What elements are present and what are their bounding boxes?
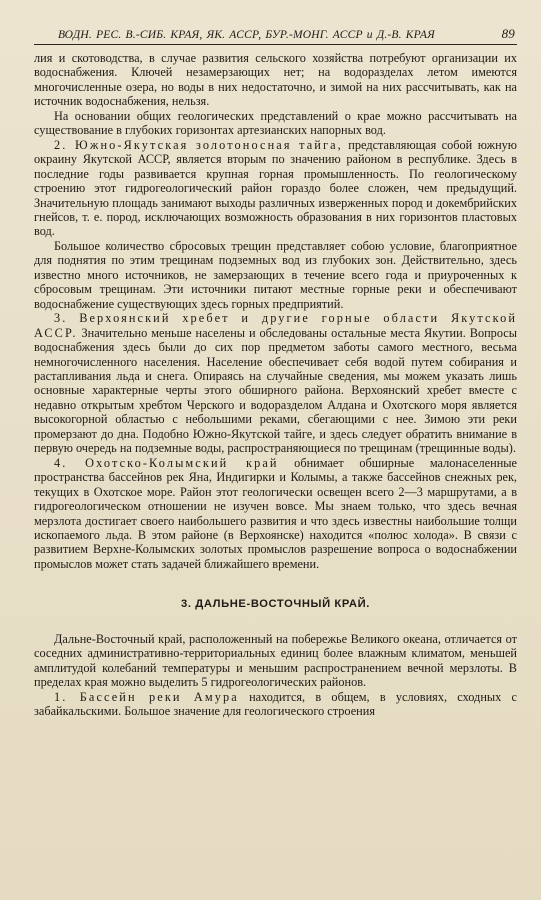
paragraph-region-1: 1. Бассейн реки Амура находится, в общем, в условиях, сходных с забайкальскими. Большое значение для геологического строения [34,689,518,719]
paragraph: лия и скотоводства, в случае развития сельского хозяйства потребуют организации их водоснабжения. Ключей незамерзающих нет; на водоразделах летом имеются многочисленные озера, но воды в них недостаточно, и зимой на них рассчитывать, как на источник водоснабжения, нельзя. [34,51,517,109]
paragraph-region-2: 2. Южно-Якутская золотоносная тайга, представляющая собой южную окраину Якутской АССР, является вторым по значению районом в республике. Здесь в последние годы развивается крупная горная промышленность. По геологическому строению этот гидрогеологический район гораздо более сложен, чем предыдущий. Значительную площадь занимают выходы различных изверженных пород и докембрийских гнейсов, т. е. пород, исключающих возможность образования в них горизонтов пластовых вод. [34,137,517,239]
page-number: 89 [501,26,515,41]
section-heading: 3. ДАЛЬНЕ-ВОСТОЧНЫЙ КРАЙ. [181,598,370,611]
paragraph: На основании общих геологических представлений о крае можно рассчитывать на существование в глубоких горизонтах артезианских напорных вод. [34,108,517,138]
region-title: 3. Верхоянский хребет и другие горные области Якутской АССР. [34,311,517,340]
paragraph-region-4: 4. Охотско-Колымский край обнимает обширные малонаселенные пространства бассейнов рек Яна, Индигирки и Колымы, а также бассейнов снежных рек, текущих в Охотское море. Район этот геологически освещен всего 2—3 маршрутами, а в гидрогеологическом отношении не изучен вовсе. Мы знаем только, что здесь вечная мерзлота достигает своего наибольшего развития и что здесь известны наибольшие толщи ископаемого льда. В этом районе (в Верхоянске) находится «полюс холода». В связи с развитием Верхне-Колымских золотых промыслов разрешение вопроса о водоснабжении промыслов может стать задачей ближайшего времени. [34,455,517,571]
paragraph: Дальне-Восточный край, расположенный на побережье Великого океана, отличается от соседних административно-территориальных единиц более влажным климатом, меньшей амплитудой колебаний температуры и меньшим распространением вечной мерзлоты. В пределах края можно выделить 5 гидрогеологических районов. [34,631,517,690]
region-title: 4. Охотско-Колымский край [54,455,279,470]
paragraph-region-3: 3. Верхоянский хребет и другие горные области Якутской АССР. Значительно меньше населены и обследованы остальные места Якутии. Вопросы водоснабжения здесь были до сих пор предметом заботы самого местного, весьма немногочисленного населения. Население обеспечивает себя водой путем собирания и растапливания льда и снега. Опираясь на случайные сведения, мы можем указать лишь основные характерные черты этого обширного района. Верхоянский хребет вместе с недавно открытым хребтом Черского и водоразделом Алдана и Охотского моря является высокогорной областью с небольшими реками, сбегающими с нее. Зимою эти реки промерзают до дна. Подобно Южно-Якутской тайге, и здесь следует обратить внимание в первую очередь на подземные воды, распространяющиеся по трещинам (трещинные воды). [34,311,517,456]
region-title: 1. Бассейн реки Амура [54,689,239,704]
body-text [34,51,517,718]
running-header [34,26,517,45]
region-title: 2. Южно-Якутская золотоносная тайга, [54,137,343,152]
running-title: ВОДН. РЕС. В.-СИБ. КРАЯ, ЯК. АССР, БУР.-МОНГ. АССР и Д.-В. КРАЯ [58,29,435,41]
paragraph: Большое количество сбросовых трещин представляет собою условие, благоприятное для поднятия по этим трещинам подземных вод из глубоких зон. Действительно, здесь известно много источников, не замерзающих в течение всего года и приуроченных к сбросовым трещинам. Эти источники питают местные горные реки и обеспечивают водоснабжение существующих здесь горных предприятий. [34,238,517,311]
